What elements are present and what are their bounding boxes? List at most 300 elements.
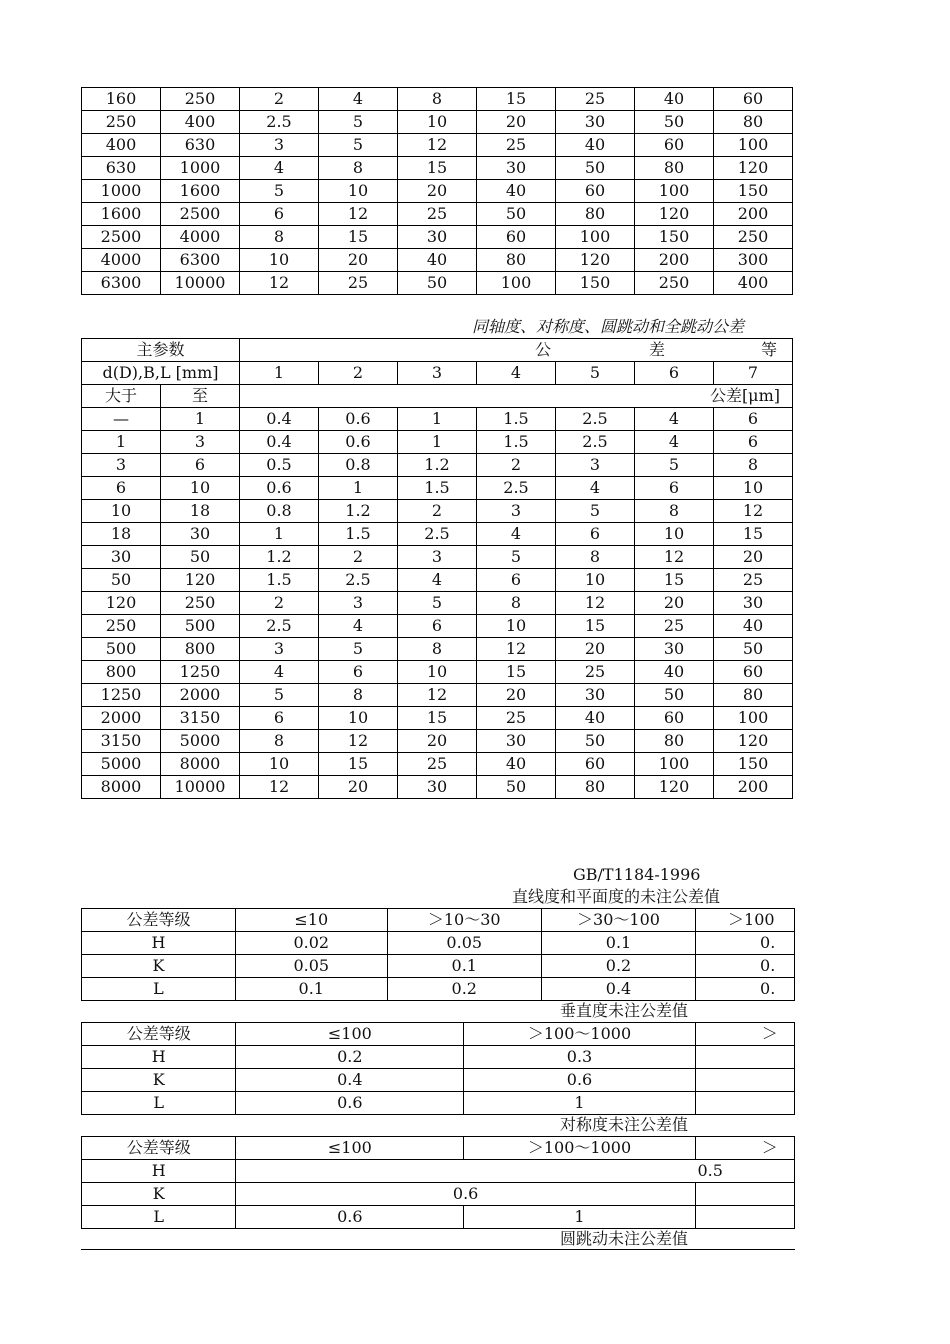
table-cell: 0.6 xyxy=(319,431,398,454)
table-cell: 3 xyxy=(161,431,240,454)
table-cell: 15 xyxy=(477,88,556,111)
table-cell: 3 xyxy=(556,454,635,477)
table-cell: 30 xyxy=(398,226,477,249)
symmetry-header-col2: ＞100～1000 xyxy=(464,1137,696,1160)
symmetry-row-l xyxy=(82,1206,795,1229)
table-row xyxy=(82,477,793,500)
table-cell: 8000 xyxy=(82,776,161,799)
table-cell: 50 xyxy=(714,638,793,661)
table-cell: 40 xyxy=(635,661,714,684)
table-cell: 1.5 xyxy=(398,477,477,500)
table-cell: 50 xyxy=(556,730,635,753)
table-cell: 20 xyxy=(398,730,477,753)
table-cell: 10 xyxy=(319,707,398,730)
table-cell: 4 xyxy=(635,431,714,454)
table-cell: 5 xyxy=(398,592,477,615)
table-cell: 0.8 xyxy=(319,454,398,477)
grade-7-header: 7 xyxy=(714,362,793,385)
table-cell: 60 xyxy=(635,134,714,157)
table-row xyxy=(82,753,793,776)
table-cell: 25 xyxy=(477,707,556,730)
table-cell: 40 xyxy=(398,249,477,272)
table-cell: 0.1 xyxy=(541,932,695,955)
table-cell: 250 xyxy=(161,592,240,615)
perpendicularity-header-cell: 公差等级 xyxy=(82,1023,236,1046)
header-row-3 xyxy=(82,385,793,408)
table-cell: 160 xyxy=(82,88,161,111)
table-cell: 10 xyxy=(714,477,793,500)
table-cell: 50 xyxy=(161,546,240,569)
table-cell: 4 xyxy=(240,661,319,684)
table-cell: 630 xyxy=(82,157,161,180)
table-cell: 12 xyxy=(477,638,556,661)
table-cell: 10000 xyxy=(161,776,240,799)
table-cell: 1000 xyxy=(82,180,161,203)
table-row xyxy=(82,88,793,111)
table-cell: 60 xyxy=(556,753,635,776)
to-header: 至 xyxy=(161,385,240,408)
table-cell: 80 xyxy=(556,776,635,799)
table-cell: 3 xyxy=(398,546,477,569)
table-cell: 18 xyxy=(82,523,161,546)
unit-header: 公差[μm] xyxy=(240,385,793,408)
table-row xyxy=(82,684,793,707)
table-cell: 10 xyxy=(556,569,635,592)
table-cell: 4000 xyxy=(82,249,161,272)
table-cell: 12 xyxy=(556,592,635,615)
table-cell: 2000 xyxy=(161,684,240,707)
grade-header xyxy=(240,339,793,362)
perpendicularity-title: 垂直度未注公差值 xyxy=(560,1001,689,1020)
table-cell: 1.2 xyxy=(240,546,319,569)
table-cell: 12 xyxy=(240,776,319,799)
table-row xyxy=(82,638,793,661)
table-cell: 0. xyxy=(696,932,795,955)
table-cell: 6 xyxy=(319,661,398,684)
table-cell: 100 xyxy=(635,753,714,776)
table-cell: 1600 xyxy=(82,203,161,226)
symmetry-cell-k-3 xyxy=(695,1183,794,1206)
table-cell: 10000 xyxy=(161,272,240,295)
symmetry-row-h xyxy=(82,1160,795,1183)
table-cell: 25 xyxy=(477,134,556,157)
table-cell: 2.5 xyxy=(477,477,556,500)
table-cell: 80 xyxy=(477,249,556,272)
grade-header-gong: 公 xyxy=(535,340,552,359)
straightness-header-cell: ＞10～30 xyxy=(387,909,541,932)
table-row xyxy=(82,661,793,684)
empty-cell xyxy=(695,1069,794,1092)
table-cell: 250 xyxy=(82,615,161,638)
symmetry-table xyxy=(81,1136,795,1229)
table-cell: 1250 xyxy=(161,661,240,684)
table-cell: 100 xyxy=(714,134,793,157)
table-cell: 80 xyxy=(556,203,635,226)
table-cell: 50 xyxy=(556,157,635,180)
table-cell: 120 xyxy=(714,730,793,753)
table-cell: 30 xyxy=(477,157,556,180)
table-cell: 0.1 xyxy=(387,955,541,978)
table-cell: 5 xyxy=(319,638,398,661)
table-cell: 30 xyxy=(161,523,240,546)
table-cell: 4 xyxy=(319,88,398,111)
table-cell: 12 xyxy=(240,272,319,295)
table-cell: 8 xyxy=(556,546,635,569)
table-cell: 18 xyxy=(161,500,240,523)
table-cell: 10 xyxy=(82,500,161,523)
table-cell: 80 xyxy=(714,684,793,707)
table-cell: 12 xyxy=(398,684,477,707)
table-cell: 15 xyxy=(714,523,793,546)
table-cell: 0. xyxy=(696,955,795,978)
table-cell: 120 xyxy=(714,157,793,180)
table-cell: 5 xyxy=(240,684,319,707)
table-cell: 40 xyxy=(477,753,556,776)
standard-number: GB/T1184-1996 xyxy=(573,865,701,884)
table-cell: 15 xyxy=(398,707,477,730)
symmetry-value-h xyxy=(236,1160,795,1183)
table-cell: 25 xyxy=(556,661,635,684)
table-row xyxy=(82,272,793,295)
table-cell: 8 xyxy=(240,226,319,249)
symmetry-value-l-2: 1 xyxy=(464,1206,696,1229)
symmetry-grade-l: L xyxy=(82,1206,236,1229)
table-cell: 30 xyxy=(398,776,477,799)
coaxiality-tolerance-table xyxy=(81,338,793,799)
table-cell: 15 xyxy=(319,226,398,249)
table-cell: 5 xyxy=(635,454,714,477)
table-row xyxy=(82,249,793,272)
table-cell: 120 xyxy=(635,203,714,226)
coaxiality-table-title: 同轴度、对称度、圆跳动和全跳动公差 xyxy=(472,317,745,336)
table-cell: 2 xyxy=(240,88,319,111)
table-cell: 25 xyxy=(398,753,477,776)
table-cell: 1 xyxy=(161,408,240,431)
table-cell: 200 xyxy=(714,203,793,226)
table-cell: 1.2 xyxy=(319,500,398,523)
grade-5-header: 5 xyxy=(556,362,635,385)
table-cell: 200 xyxy=(714,776,793,799)
table-row xyxy=(82,1069,795,1092)
grade-header-cha: 差 xyxy=(649,340,666,359)
table-cell: 20 xyxy=(319,776,398,799)
table-cell: 100 xyxy=(556,226,635,249)
table-row xyxy=(82,134,793,157)
table-cell: 80 xyxy=(635,730,714,753)
table-cell: 5000 xyxy=(82,753,161,776)
table-cell: 80 xyxy=(714,111,793,134)
table-cell: 0. xyxy=(696,978,795,1001)
table-cell: 0.6 xyxy=(240,477,319,500)
table-cell: 120 xyxy=(161,569,240,592)
table-cell: 0.4 xyxy=(240,408,319,431)
empty-cell xyxy=(695,1046,794,1069)
table-cell: 10 xyxy=(477,615,556,638)
symmetry-header-row xyxy=(82,1137,795,1160)
header-row-1 xyxy=(82,339,793,362)
symmetry-grade-h: H xyxy=(82,1160,236,1183)
table-cell: 50 xyxy=(477,776,556,799)
table-cell: 2 xyxy=(240,592,319,615)
table-row xyxy=(82,615,793,638)
table-row xyxy=(82,431,793,454)
table-cell: 30 xyxy=(82,546,161,569)
table-cell: 2 xyxy=(319,546,398,569)
table-cell: 120 xyxy=(635,776,714,799)
table-cell: 1 xyxy=(398,431,477,454)
table-cell: 6 xyxy=(240,203,319,226)
straightness-title: 直线度和平面度的未注公差值 xyxy=(512,887,721,906)
table-cell: 3 xyxy=(477,500,556,523)
table-cell: 4000 xyxy=(161,226,240,249)
table-cell: 5 xyxy=(319,111,398,134)
table-row xyxy=(82,978,795,1001)
table-cell: 1 xyxy=(240,523,319,546)
table-cell: 3 xyxy=(82,454,161,477)
table-cell: 5 xyxy=(477,546,556,569)
table-row xyxy=(82,203,793,226)
table-cell: 30 xyxy=(635,638,714,661)
table-cell: 6 xyxy=(714,408,793,431)
straightness-header-row xyxy=(82,909,795,932)
table-cell: 6 xyxy=(556,523,635,546)
table-cell: 3 xyxy=(240,638,319,661)
table-cell: 250 xyxy=(82,111,161,134)
table-cell: 6 xyxy=(398,615,477,638)
symmetry-value-l-1: 0.6 xyxy=(236,1206,464,1229)
table-cell: 0.02 xyxy=(235,932,387,955)
table-cell: 10 xyxy=(398,661,477,684)
table-cell: 500 xyxy=(82,638,161,661)
symmetry-header-grade: 公差等级 xyxy=(82,1137,236,1160)
table-cell: 150 xyxy=(635,226,714,249)
table-cell: 6 xyxy=(161,454,240,477)
table-cell: 12 xyxy=(319,730,398,753)
table-cell: 30 xyxy=(477,730,556,753)
table-cell: 8 xyxy=(477,592,556,615)
table-cell: 1250 xyxy=(82,684,161,707)
table-cell: 40 xyxy=(635,88,714,111)
table-cell: 8 xyxy=(714,454,793,477)
symmetry-value-k: 0.6 xyxy=(236,1183,695,1206)
table-cell: 5 xyxy=(240,180,319,203)
table-row xyxy=(82,730,793,753)
table-cell: 80 xyxy=(635,157,714,180)
table-cell: H xyxy=(82,1046,236,1069)
table-cell: 5 xyxy=(556,500,635,523)
table-cell: L xyxy=(82,1092,236,1115)
table-cell: 100 xyxy=(477,272,556,295)
straightness-table xyxy=(81,908,795,1001)
table-cell: 0.6 xyxy=(464,1069,696,1092)
table-cell: 300 xyxy=(714,249,793,272)
table-cell: 50 xyxy=(635,684,714,707)
table-cell: 100 xyxy=(635,180,714,203)
table-cell: 120 xyxy=(82,592,161,615)
table-cell: 8 xyxy=(635,500,714,523)
grade-1-header: 1 xyxy=(240,362,319,385)
symmetry-grade-k: K xyxy=(82,1183,236,1206)
table-cell: 15 xyxy=(556,615,635,638)
table-cell: 0.3 xyxy=(464,1046,696,1069)
table-cell: 15 xyxy=(398,157,477,180)
table-cell: 800 xyxy=(161,638,240,661)
table-cell: 200 xyxy=(635,249,714,272)
table-cell: 10 xyxy=(161,477,240,500)
straightness-header-cell: ＞100 xyxy=(696,909,795,932)
table-cell: 3150 xyxy=(82,730,161,753)
table-cell: 40 xyxy=(556,134,635,157)
table-cell: K xyxy=(82,1069,236,1092)
table-cell: 2.5 xyxy=(556,431,635,454)
table-cell: 6300 xyxy=(82,272,161,295)
table-cell: 1600 xyxy=(161,180,240,203)
table-cell: 8 xyxy=(398,88,477,111)
table-cell: 0.4 xyxy=(236,1069,464,1092)
table-cell: 4 xyxy=(556,477,635,500)
table-cell: 4 xyxy=(477,523,556,546)
table-cell: 10 xyxy=(240,753,319,776)
symmetry-cell-l-3 xyxy=(695,1206,794,1229)
table-cell: 500 xyxy=(161,615,240,638)
table-cell: 12 xyxy=(319,203,398,226)
table-cell: 8 xyxy=(398,638,477,661)
table-row xyxy=(82,955,795,978)
empty-cell xyxy=(695,1092,794,1115)
table-row xyxy=(82,569,793,592)
table-row xyxy=(82,776,793,799)
table-cell: K xyxy=(82,955,236,978)
table-cell: 2500 xyxy=(82,226,161,249)
table-row xyxy=(82,523,793,546)
perpendicularity-header-cell: ＞100～1000 xyxy=(464,1023,696,1046)
straightness-header-cell: ≤10 xyxy=(235,909,387,932)
table-cell: 630 xyxy=(161,134,240,157)
table-row xyxy=(82,500,793,523)
table-cell: — xyxy=(82,408,161,431)
table-cell: 15 xyxy=(319,753,398,776)
runout-title: 圆跳动未注公差值 xyxy=(560,1229,689,1248)
perpendicularity-header-row xyxy=(82,1023,795,1046)
tolerance-table-continued xyxy=(81,87,793,295)
table-cell: 2 xyxy=(477,454,556,477)
table-cell: 2 xyxy=(398,500,477,523)
table-cell: 2500 xyxy=(161,203,240,226)
table-cell: 3150 xyxy=(161,707,240,730)
table-cell: 5 xyxy=(319,134,398,157)
table-cell: L xyxy=(82,978,236,1001)
table-cell: 12 xyxy=(714,500,793,523)
table-cell: 120 xyxy=(556,249,635,272)
perpendicularity-header-cell: ≤100 xyxy=(236,1023,464,1046)
table-cell: 0.05 xyxy=(387,932,541,955)
table-cell: 250 xyxy=(714,226,793,249)
table-cell: 0.4 xyxy=(541,978,695,1001)
header-row-2 xyxy=(82,362,793,385)
table-cell: 12 xyxy=(398,134,477,157)
table-cell: 0.05 xyxy=(235,955,387,978)
table-cell: 1.2 xyxy=(398,454,477,477)
main-param-header: 主参数 xyxy=(82,339,240,362)
table-cell: 60 xyxy=(477,226,556,249)
table-cell: 250 xyxy=(161,88,240,111)
table-cell: 8 xyxy=(319,157,398,180)
table-cell: 6 xyxy=(714,431,793,454)
grade-3-header: 3 xyxy=(398,362,477,385)
table-cell: 3 xyxy=(319,592,398,615)
table-cell: 10 xyxy=(635,523,714,546)
table-cell: 40 xyxy=(477,180,556,203)
perpendicularity-table xyxy=(81,1022,795,1115)
grade-6-header: 6 xyxy=(635,362,714,385)
table-cell: 10 xyxy=(240,249,319,272)
table-cell: 4 xyxy=(398,569,477,592)
table-cell: 100 xyxy=(714,707,793,730)
table-cell: 20 xyxy=(556,638,635,661)
table-cell: 60 xyxy=(714,661,793,684)
table-cell: 30 xyxy=(556,684,635,707)
table-cell: 400 xyxy=(82,134,161,157)
table-cell: 20 xyxy=(398,180,477,203)
table-cell: 25 xyxy=(319,272,398,295)
table-cell: 1.5 xyxy=(477,408,556,431)
table-cell: 15 xyxy=(635,569,714,592)
table-cell: 0.6 xyxy=(236,1092,464,1115)
table-cell: 60 xyxy=(635,707,714,730)
symmetry-row-k xyxy=(82,1183,795,1206)
table-cell: H xyxy=(82,932,236,955)
table-cell: 1.5 xyxy=(240,569,319,592)
table-cell: 8 xyxy=(240,730,319,753)
table-cell: 150 xyxy=(714,753,793,776)
grade-4-header: 4 xyxy=(477,362,556,385)
straightness-header-cell: 公差等级 xyxy=(82,909,236,932)
perpendicularity-header-cell: ＞ xyxy=(695,1023,794,1046)
table-cell: 0.4 xyxy=(240,431,319,454)
table-cell: 1000 xyxy=(161,157,240,180)
table-cell: 0.2 xyxy=(236,1046,464,1069)
table-cell: 8000 xyxy=(161,753,240,776)
table-cell: 15 xyxy=(477,661,556,684)
table-cell: 20 xyxy=(319,249,398,272)
table-cell: 2000 xyxy=(82,707,161,730)
table-row xyxy=(82,1046,795,1069)
table-cell: 20 xyxy=(635,592,714,615)
table-cell: 25 xyxy=(714,569,793,592)
table-row xyxy=(82,1092,795,1115)
table-cell: 20 xyxy=(477,684,556,707)
table-row xyxy=(82,592,793,615)
straightness-header-cell: ＞30～100 xyxy=(541,909,695,932)
table-cell: 6 xyxy=(477,569,556,592)
table-cell: 0.1 xyxy=(235,978,387,1001)
symmetry-header-col3: ＞ xyxy=(695,1137,794,1160)
table-cell: 800 xyxy=(82,661,161,684)
over-header: 大于 xyxy=(82,385,161,408)
table-cell: 20 xyxy=(477,111,556,134)
table-cell: 6 xyxy=(82,477,161,500)
table-cell: 6 xyxy=(635,477,714,500)
table-cell: 12 xyxy=(635,546,714,569)
table-cell: 150 xyxy=(714,180,793,203)
table-cell: 400 xyxy=(714,272,793,295)
symmetry-header-col1: ≤100 xyxy=(236,1137,464,1160)
grade-2-header: 2 xyxy=(319,362,398,385)
table-cell: 1.5 xyxy=(477,431,556,454)
table-cell: 0.8 xyxy=(240,500,319,523)
table-row xyxy=(82,408,793,431)
table-cell: 5000 xyxy=(161,730,240,753)
